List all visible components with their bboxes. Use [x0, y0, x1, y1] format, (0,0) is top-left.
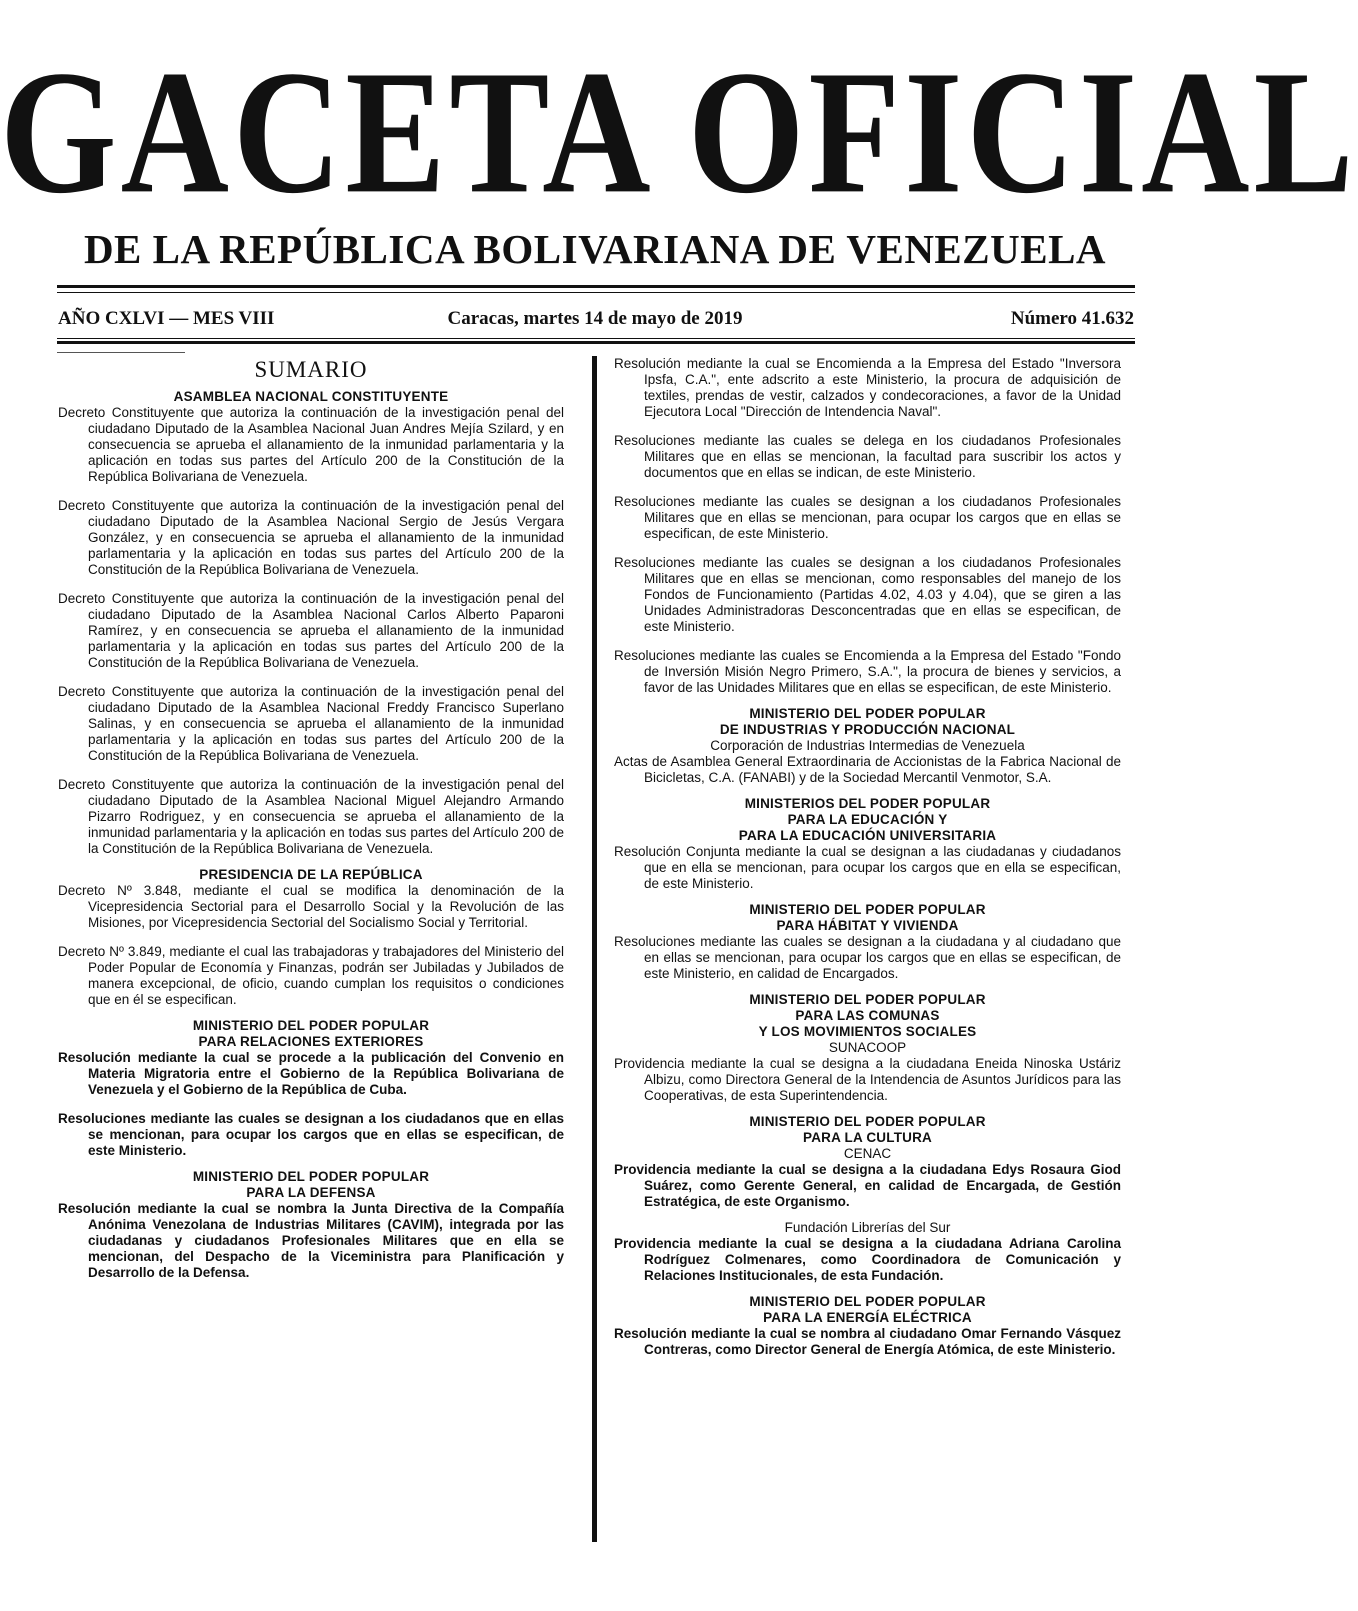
small-divider [57, 352, 185, 353]
section-title: DE INDUSTRIAS Y PRODUCCIÓN NACIONAL [719, 722, 1016, 737]
summary-entry: Resoluciones mediante las cuales se designan a los ciudadanos que en ellas se mencionan, para ocupar los cargos que en ellas se especifican, de este Ministerio. [58, 1111, 564, 1158]
header-rule-bottom [57, 338, 1135, 339]
summary-entry: Resolución Conjunta mediante la cual se designan a las ciudadanas y ciudadanos que en ella se mencionan, para ocupar los cargos que en ella se especifican, de este Ministerio. [614, 844, 1121, 891]
section-title: MINISTERIO DEL PODER POPULAR [749, 1114, 986, 1129]
summary-section [58, 389, 564, 857]
section-title: MINISTERIO DEL PODER POPULAR [192, 1169, 430, 1184]
summary-entry: Resoluciones mediante las cuales se delega en los ciudadanos Profesionales Militares que en ellas se mencionan, la facultad para suscribir los actos y documentos que en ellas se indican, de este Ministerio. [614, 433, 1121, 480]
summary-entry: Resoluciones mediante las cuales se designan a la ciudadana y al ciudadano que en ellas se mencionan, para ocupar los cargos que en ellas se especifican, de este Ministerio, en calidad de Encargados. [614, 934, 1121, 981]
header-rule-top [57, 285, 1135, 288]
summary-section [614, 902, 1121, 982]
summary-entry: Providencia mediante la cual se designa a la ciudadana Adriana Carolina Rodríguez Colmenares, como Coordinadora de Comunicación y Relaciones Institucionales, de esta Fundación. [614, 1236, 1121, 1283]
summary-section [614, 1220, 1121, 1284]
issue-date-place: Caracas, martes 14 de mayo de 2019 [447, 308, 743, 329]
section-title: PARA LA ENERGÍA ELÉCTRICA [763, 1310, 972, 1325]
header-rule-top-thin [57, 292, 1135, 293]
section-subtitle: SUNACOOP [828, 1040, 907, 1055]
masthead-title: GACETA OFICIAL [0, 34, 1358, 231]
summary-section [614, 1294, 1121, 1358]
section-subtitle: CENAC [843, 1146, 892, 1161]
right-column [614, 356, 1121, 1358]
summary-entry: Resoluciones mediante las cuales se Encomienda a la Empresa del Estado "Fondo de Inversión Misión Negro Primero, S.A.", la procura de bienes y servicios, a favor de las Unidades Militares que en ellas se especifican, de este Ministerio. [614, 648, 1121, 695]
summary-section [614, 1114, 1121, 1210]
summary-entry: Resoluciones mediante las cuales se designan a los ciudadanos Profesionales Militares que en ellas se mencionan, para ocupar los cargos que en ellas se especifican, de este Ministerio. [614, 494, 1121, 541]
section-title: PARA RELACIONES EXTERIORES [198, 1034, 424, 1049]
issue-number: Número 41.632 [1010, 308, 1134, 329]
summary-entry: Resolución mediante la cual se procede a la publicación del Convenio en Materia Migratoria entre el Gobierno de la República Bolivariana de Venezuela y el Gobierno de la República de Cuba. [58, 1050, 564, 1097]
section-subtitle: Fundación Librerías del Sur [784, 1220, 951, 1235]
summary-entry: Decreto Constituyente que autoriza la continuación de la investigación penal del ciudadano Diputado de la Asamblea Nacional Juan Andres Mejía Szilard, y en consecuencia se aprueba el allanamiento de la inmunidad parlamentaria y la aplicación en todas sus partes del Artículo 200 de la Constitución de la República Bolivariana de Venezuela. [58, 405, 564, 484]
section-title: MINISTERIO DEL PODER POPULAR [192, 1018, 430, 1033]
summary-entry: Providencia mediante la cual se designa a la ciudadana Edys Rosaura Giod Suárez, como Gerente General, en calidad de Encargada, de Gestión Estratégica, de este Organismo. [614, 1162, 1121, 1209]
summary-entry: Resolución mediante la cual se nombra al ciudadano Omar Fernando Vásquez Contreras, como Director General de Energía Atómica, de este Ministerio. [614, 1326, 1121, 1357]
summary-section [58, 1018, 564, 1159]
summary-entry: Decreto Constituyente que autoriza la continuación de la investigación penal del ciudadano Diputado de la Asamblea Nacional Carlos Alberto Paparoni Ramírez, y en consecuencia se aprueba el allanamiento de la inmunidad parlamentaria y la aplicación en todas sus partes del Artículo 200 de la Constitución de la República Bolivariana de Venezuela. [58, 591, 564, 670]
section-title: MINISTERIO DEL PODER POPULAR [749, 1294, 986, 1309]
column-divider [592, 356, 597, 1542]
section-title: MINISTERIO DEL PODER POPULAR [749, 902, 986, 917]
summary-section [614, 796, 1121, 892]
section-title: MINISTERIOS DEL PODER POPULAR [744, 796, 991, 811]
summary-entry: Resolución mediante la cual se nombra la Junta Directiva de la Compañía Anónima Venezolana de Industrias Militares (CAVIM), integrada por las ciudadanas y ciudadanos Profesionales Militares que en ella se mencionan, del Despacho de la Viceministra para Planificación y Desarrollo de la Defensa. [58, 1201, 564, 1280]
summary-entry: Decreto Constituyente que autoriza la continuación de la investigación penal del ciudadano Diputado de la Asamblea Nacional Miguel Alejandro Armando Pizarro Rodriguez, y en consecuencia se aprueba el allanamiento de la inmunidad parlamentaria y la aplicación en todas sus partes del Artículo 200 de la Constitución de la República Bolivariana de Venezuela. [58, 777, 564, 856]
summary-entry: Decreto Nº 3.849, mediante el cual las trabajadoras y trabajadores del Ministerio del Poder Popular de Economía y Finanzas, podrán ser Jubiladas y Jubilados de manera excepcional, de oficio, cuando cumplan los requisitos o condiciones que en él se especifican. [58, 944, 564, 1007]
summary-section [614, 356, 1121, 696]
section-title: MINISTERIO DEL PODER POPULAR [749, 706, 986, 721]
summary-section [614, 992, 1121, 1104]
summary-entry: Providencia mediante la cual se designa a la ciudadana Eneida Ninoska Ustáriz Albizu, como Directora General de la Intendencia de Asuntos Jurídicos para las Cooperativas, de esta Superintendencia. [614, 1056, 1121, 1103]
section-title: ASAMBLEA NACIONAL CONSTITUYENTE [173, 389, 449, 404]
section-title: PARA LA DEFENSA [246, 1185, 376, 1200]
summary-entry: Resolución mediante la cual se Encomienda a la Empresa del Estado "Inversora Ipsfa, C.A.", ente adscrito a este Ministerio, la procura de adquisición de textiles, prendas de vestir, calzados y condecoraciones, a favor de la Unidad Ejecutora Local "Dirección de Intendencia Naval". [614, 356, 1121, 419]
masthead-subtitle: DE LA REPÚBLICA BOLIVARIANA DE VENEZUELA [83, 226, 1107, 272]
summary-section [58, 867, 564, 1008]
summary-entry: Resoluciones mediante las cuales se designan a los ciudadanos Profesionales Militares que en ellas se mencionan, como responsables del manejo de los Fondos de Funcionamiento (Partidas 4.02, 4.03 y 4.04), que se giren a las Unidades Administradoras Desconcentradas que en ellas se especifican, de este Ministerio. [614, 555, 1121, 634]
section-title: PARA HÁBITAT Y VIVIENDA [776, 918, 959, 933]
section-title: PRESIDENCIA DE LA REPÚBLICA [199, 867, 423, 882]
summary-entry: Decreto Nº 3.848, mediante el cual se modifica la denominación de la Vicepresidencia Sectorial para el Desarrollo Social y la Revolución de las Misiones, por Vicepresidencia Sectorial del Socialismo Social y Territorial. [58, 883, 564, 930]
section-title: MINISTERIO DEL PODER POPULAR [749, 992, 986, 1007]
left-column [58, 356, 564, 1281]
summary-entry: Decreto Constituyente que autoriza la continuación de la investigación penal del ciudadano Diputado de la Asamblea Nacional Freddy Francisco Superlano Salinas, y en consecuencia se aprueba el allanamiento de la inmunidad parlamentaria y la aplicación en todas sus partes del Artículo 200 de la Constitución de la República Bolivariana de Venezuela. [58, 684, 564, 763]
summary-entry: Actas de Asamblea General Extraordinaria de Accionistas de la Fabrica Nacional de Bicicletas, C.A. (FANABI) y de la Sociedad Mercantil Venmotor, S.A. [614, 754, 1121, 785]
section-title: Y LOS MOVIMIENTOS SOCIALES [758, 1024, 977, 1039]
section-subtitle: Corporación de Industrias Intermedias de Venezuela [710, 738, 1025, 753]
section-title: PARA LA CULTURA [803, 1130, 932, 1145]
section-title: PARA LAS COMUNAS [795, 1008, 940, 1023]
sumario-heading: SUMARIO [254, 357, 368, 382]
section-title: PARA LA EDUCACIÓN Y [787, 812, 948, 827]
summary-entry: Decreto Constituyente que autoriza la continuación de la investigación penal del ciudadano Diputado de la Asamblea Nacional Sergio de Jesús Vergara González, y en consecuencia se aprueba el allanamiento de la inmunidad parlamentaria y la aplicación en todas sus partes del Artículo 200 de la Constitución de la República Bolivariana de Venezuela. [58, 498, 564, 577]
header-rule-bottom-thick [57, 341, 1135, 344]
section-title: PARA LA EDUCACIÓN UNIVERSITARIA [738, 828, 997, 843]
issue-year-month: AÑO CXLVI — MES VIII [58, 308, 275, 329]
summary-section [58, 1169, 564, 1281]
summary-section [614, 706, 1121, 786]
